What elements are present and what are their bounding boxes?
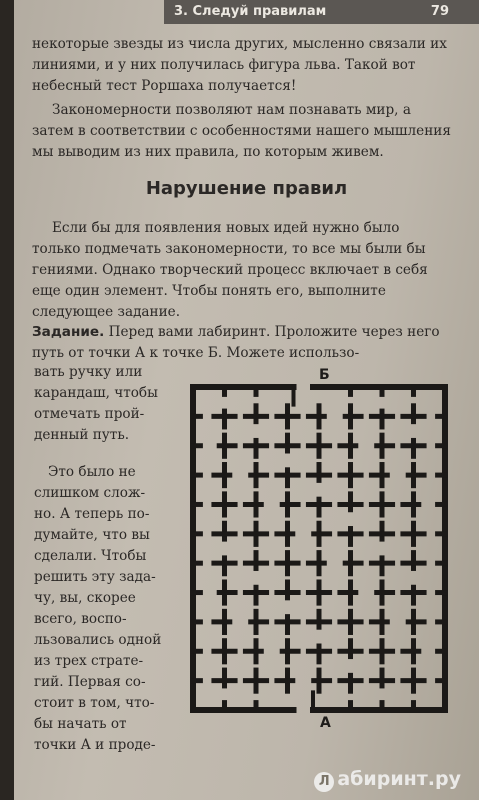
column-line: льзовались одной [34,632,162,648]
book-page [14,0,479,800]
column-line: карандаш, чтобы [34,385,158,401]
column-line: бы начать от [34,716,127,732]
column-line: отмечать прой- [34,406,145,422]
column-line: всего, воспо- [34,611,127,627]
task-label: Задание. [32,324,105,340]
column-line: из трех страте- [34,653,144,669]
maze-walls [193,387,445,710]
maze-label-end: Б [319,367,330,383]
chapter-title: 3. Следуй правилам [174,4,327,19]
paragraph-1: некоторые звезды из числа других, мысленно связали их линиями, и у них получилась фигура льва. Такой вот небесный тест Роршаха получается! [32,36,447,94]
page-number: 79 [430,4,449,19]
watermark-logo-icon: Л [314,772,334,792]
column-line: думайте, что вы [34,527,150,543]
watermark [314,768,461,792]
column-line: точки А и проде- [34,737,156,753]
maze-label-start: А [320,715,331,730]
column-line: денный путь. [34,427,130,443]
maze-figure [179,365,459,730]
paragraph-2: Закономерности позволяют нам познавать мир, а затем в соответствии с особенностями нашего мышления мы выводим из них правила, по которым живем. [32,102,451,160]
column-line: слишком слож- [34,485,146,501]
column-line: стоит в том, что- [34,695,155,711]
column-line: Это было не [48,464,136,480]
column-line: гий. Первая со- [34,674,146,690]
column-line: решить эту зада- [34,569,156,585]
running-header [164,0,479,24]
paragraph-3: Если бы для появления новых идей нужно было только подмечать закономерности, то все мы были бы гениями. Однако творческий процесс включает в себя еще один элемент. Чтобы понять его, выполните следующее задание. [32,220,428,320]
wrapped-text-column [34,362,182,756]
column-line: вать ручку или [34,364,143,380]
task-paragraph [32,322,452,364]
column-line: сделали. Чтобы [34,548,147,564]
column-spacer [34,446,182,462]
column-line: чу, вы, скорее [34,590,136,606]
section-title: Нарушение правил [145,178,348,199]
column-line: но. А теперь по- [34,506,150,522]
watermark-text: абиринт.ру [337,768,461,790]
task-text: Перед вами лабиринт. Проложите через него путь от точки А к точке Б. Можете использо- [32,324,440,361]
